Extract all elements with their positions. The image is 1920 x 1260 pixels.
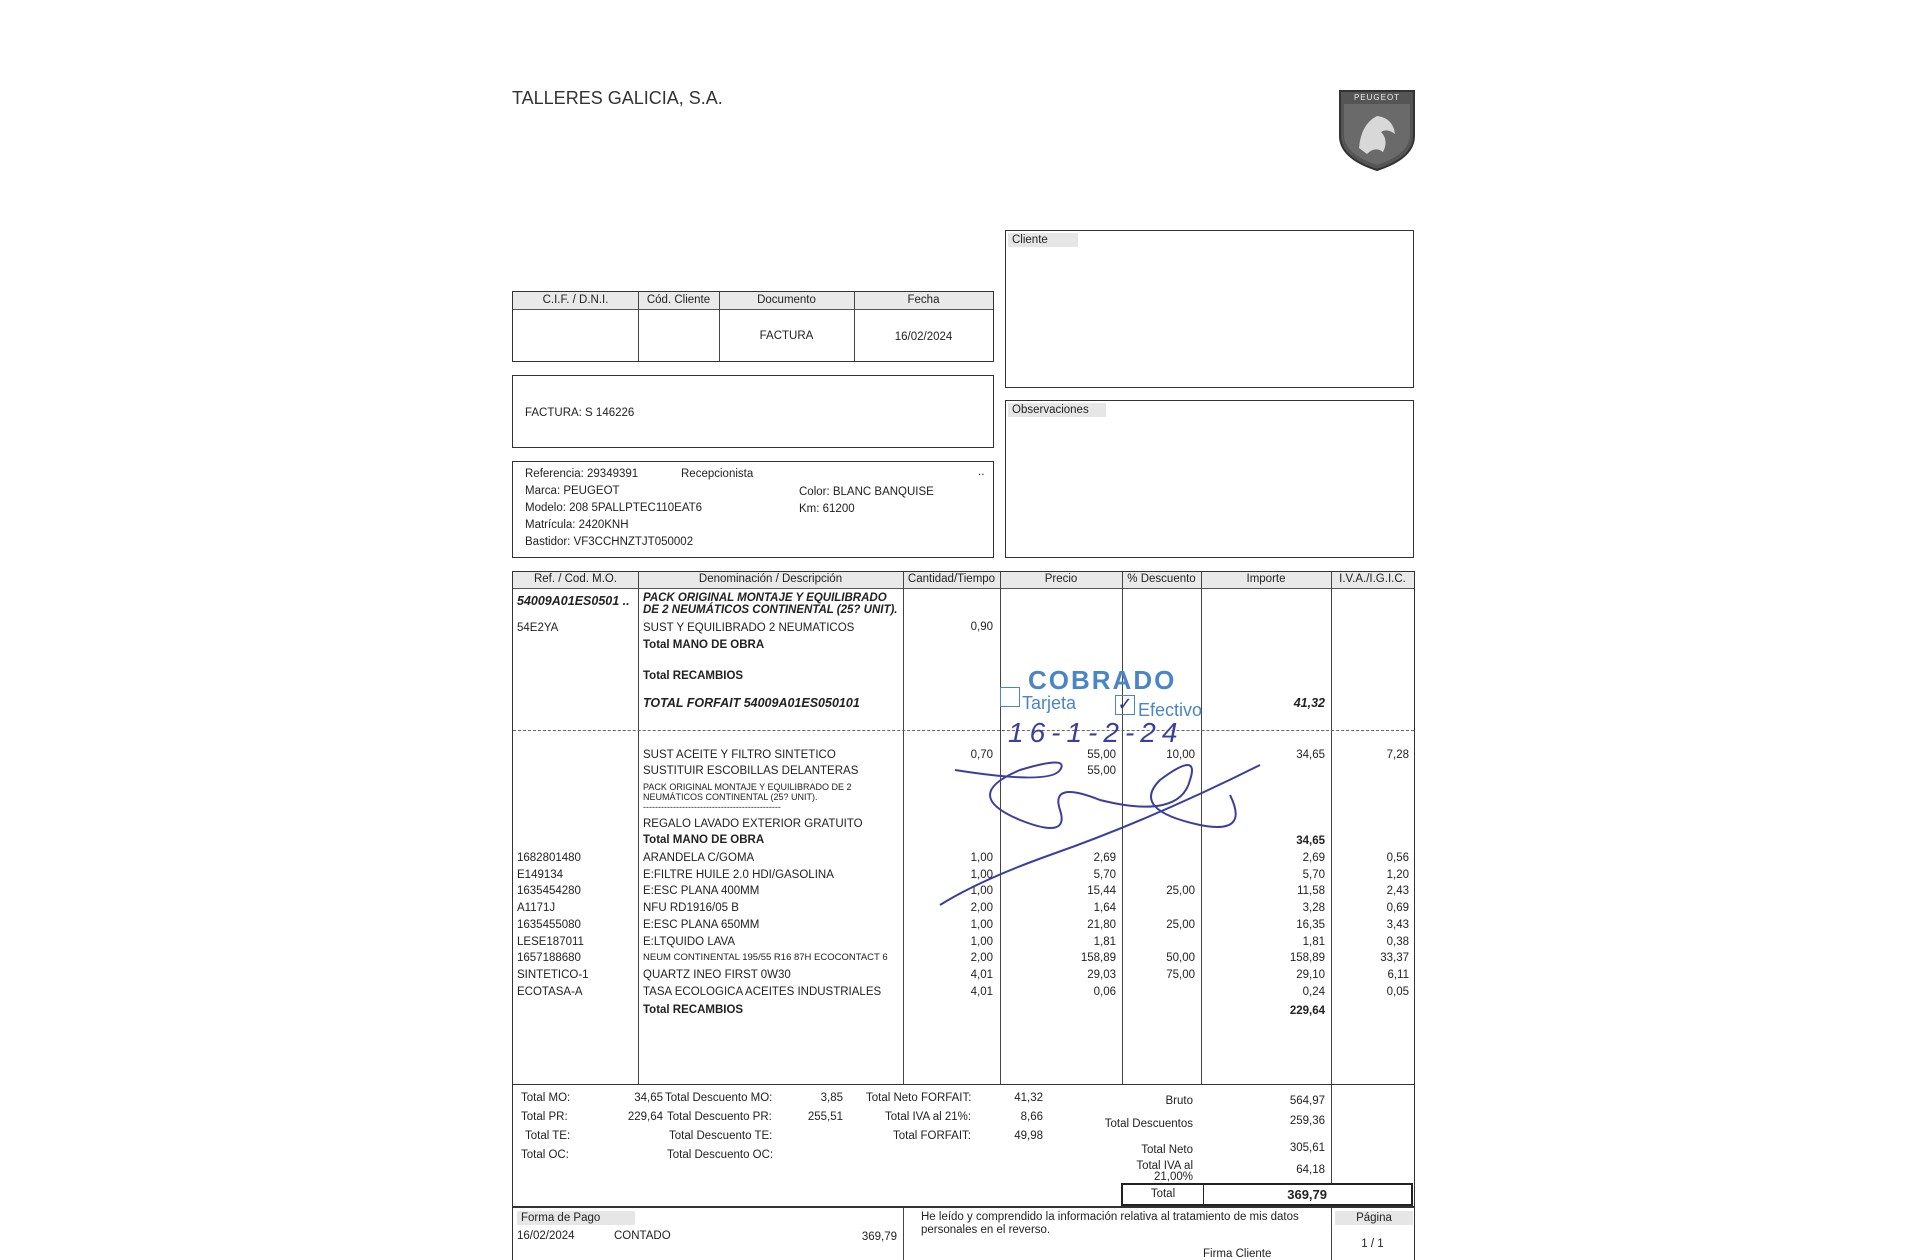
dto-oc-l: Total Descuento OC:	[667, 1149, 774, 1161]
forma-pago-fecha: 16/02/2024	[517, 1230, 575, 1242]
peugeot-logo	[1337, 88, 1417, 172]
part-row	[513, 852, 1414, 868]
matricula: Matrícula: 2420KNH	[525, 519, 629, 531]
dto-te-l: Total Descuento TE:	[669, 1130, 773, 1142]
part-desc: E:LTQUIDO LAVA	[643, 935, 736, 948]
pack-note-line2: NEUMÁTICOS CONTINENTAL (25? UNIT).	[643, 792, 818, 802]
iva21-l: Total IVA al 21%:	[885, 1111, 972, 1123]
part-ref: SINTETICO-1	[517, 968, 589, 981]
forfait-ref2: 54E2YA	[517, 622, 559, 634]
forma-pago-tipo: CONTADO	[614, 1230, 671, 1242]
forfait-total-rec: Total RECAMBIOS	[643, 670, 744, 682]
mo-line	[513, 749, 1414, 765]
part-iva: 6,11	[1387, 968, 1409, 981]
part-importe: 1,81	[1302, 935, 1325, 948]
part-precio: 158,89	[1080, 952, 1116, 965]
part-precio: 15,44	[1087, 885, 1116, 898]
grand-total-value: 369,79	[1287, 1187, 1327, 1202]
total-mo-label: Total MANO DE OBRA	[643, 834, 765, 846]
part-qty: 1,00	[970, 868, 993, 881]
part-importe: 16,35	[1296, 918, 1325, 931]
factura-number: FACTURA: S 146226	[525, 407, 635, 419]
factura-box	[512, 375, 994, 448]
part-desc: E:ESC PLANA 400MM	[643, 885, 760, 898]
part-qty: 1,00	[970, 885, 993, 898]
part-precio: 5,70	[1093, 868, 1116, 881]
total-pr-v: 229,64	[627, 1111, 663, 1123]
part-dto: 25,00	[1166, 885, 1195, 898]
th-desc: Denominación / Descripción	[698, 573, 843, 585]
th-importe: Importe	[1246, 573, 1286, 585]
th-cantidad: Cantidad/Tiempo	[907, 573, 996, 585]
part-desc: QUARTZ INEO FIRST 0W30	[643, 968, 791, 981]
mo-importe: 34,65	[1296, 749, 1325, 761]
part-desc: NEUM CONTINENTAL 195/55 R16 87H ECOCONTACT 6	[643, 952, 888, 964]
part-precio: 21,80	[1087, 918, 1116, 931]
total-te-l: Total TE:	[525, 1130, 571, 1142]
part-desc: E:ESC PLANA 650MM	[643, 918, 760, 931]
part-qty: 4,01	[970, 968, 993, 981]
col-fecha: Fecha	[907, 294, 940, 306]
regalo-line: REGALO LAVADO EXTERIOR GRATUITO	[643, 818, 863, 830]
color: Color: BLANC BANQUISE	[799, 486, 934, 498]
part-importe: 0,24	[1302, 985, 1325, 998]
part-row	[513, 919, 1414, 935]
total-rec-value: 229,64	[1289, 1005, 1325, 1017]
total-mo-v: 34,65	[634, 1092, 663, 1104]
part-precio: 1,81	[1093, 935, 1116, 948]
observaciones-label: Observaciones	[1008, 403, 1106, 417]
part-ref: LESE187011	[517, 935, 584, 948]
col-cif: C.I.F. / D.N.I.	[542, 294, 609, 306]
modelo: Modelo: 208 5PALLPTEC110EAT6	[525, 502, 703, 514]
forfait-v: 49,98	[1014, 1130, 1043, 1142]
dto-pr-v: 255,51	[807, 1111, 843, 1123]
pack-note	[643, 782, 852, 812]
stamp-date: 16-1-2-24	[1008, 717, 1184, 748]
part-importe: 5,70	[1302, 868, 1325, 881]
privacy-note: He leído y comprendido la información relativa al tratamiento de mis datos personales en el reverso.	[921, 1211, 1299, 1236]
part-iva: 33,37	[1380, 952, 1409, 965]
forfait-title	[643, 592, 898, 616]
part-iva: 1,20	[1386, 868, 1409, 881]
pack-note-line1: PACK ORIGINAL MONTAJE Y EQUILIBRADO DE 2	[643, 782, 852, 792]
iva-l	[1073, 1161, 1193, 1183]
th-iva: I.V.A./I.G.I.C.	[1339, 573, 1406, 585]
part-qty: 2,00	[970, 952, 993, 965]
documento-value: FACTURA	[759, 330, 814, 342]
part-row	[513, 952, 1414, 968]
part-ref: 1682801480	[517, 852, 581, 864]
dto-pr-l: Total Descuento PR:	[667, 1111, 772, 1123]
part-dto: 25,00	[1166, 918, 1195, 931]
neto-l: Total Neto	[1141, 1144, 1193, 1156]
part-qty: 1,00	[970, 935, 993, 948]
part-qty: 1,00	[970, 852, 993, 864]
neto-v: 305,61	[1289, 1142, 1325, 1154]
part-qty: 2,00	[970, 902, 993, 915]
part-importe: 11,58	[1297, 885, 1325, 898]
pagina-value: 1 / 1	[1361, 1238, 1384, 1250]
part-importe: 158,89	[1289, 952, 1325, 965]
forfait-total: TOTAL FORFAIT 54009A01ES050101	[643, 696, 860, 710]
part-precio: 0,06	[1093, 985, 1116, 998]
forfait-ref: 54009A01ES0501 ..	[517, 594, 630, 608]
vehicle-box	[512, 461, 994, 558]
part-desc: E:FILTRE HUILE 2.0 HDI/GASOLINA	[643, 868, 834, 881]
part-importe: 29,10	[1296, 968, 1325, 981]
mo-precio: 55,00	[1087, 765, 1116, 777]
neto-forfait-v: 41,32	[1014, 1092, 1043, 1104]
bruto-v: 564,97	[1289, 1095, 1325, 1107]
dto-mo-l: Total Descuento MO:	[665, 1092, 773, 1104]
iva21-v: 8,66	[1020, 1111, 1043, 1123]
part-ref: 1635455080	[517, 918, 581, 931]
bastidor: Bastidor: VF3CCHNZTJT050002	[525, 536, 694, 548]
total-pr-l: Total PR:	[521, 1111, 568, 1123]
col-documento: Documento	[757, 294, 816, 306]
observaciones-box	[1005, 400, 1414, 558]
part-precio: 29,03	[1087, 968, 1116, 981]
col-cod-cliente: Cód. Cliente	[646, 294, 711, 306]
part-ref: ECOTASA-A	[517, 985, 583, 998]
mo-precio: 55,00	[1087, 749, 1116, 761]
cliente-box	[1005, 230, 1414, 388]
forfait-title-line2: DE 2 NEUMÁTICOS CONTINENTAL (25? UNIT).	[643, 604, 898, 616]
iva-l2: 21,00%	[1153, 1171, 1193, 1183]
grand-total-label: Total	[1150, 1188, 1176, 1200]
part-row	[513, 969, 1414, 985]
part-row	[513, 902, 1414, 918]
dto-mo-v: 3,85	[820, 1092, 843, 1104]
forfait-title-line1: PACK ORIGINAL MONTAJE Y EQUILIBRADO	[643, 592, 887, 604]
separator-dashed	[513, 730, 1414, 731]
km: Km: 61200	[799, 503, 855, 515]
part-ref: E149134	[517, 868, 564, 881]
part-ref: A1171J	[517, 902, 556, 915]
mo-qty: 0,70	[970, 749, 993, 761]
iva-v: 64,18	[1296, 1164, 1325, 1176]
part-precio: 2,69	[1093, 852, 1116, 864]
part-qty: 1,00	[970, 918, 993, 931]
descuentos-v: 259,36	[1289, 1115, 1325, 1127]
vehicle-dots: ..	[978, 466, 985, 478]
part-desc: TASA ECOLOGICA ACEITES INDUSTRIALES	[643, 985, 882, 998]
th-precio: Precio	[1044, 573, 1078, 585]
part-row	[513, 885, 1414, 901]
th-ref: Ref. / Cod. M.O.	[533, 573, 618, 585]
iva-l1: Total IVA al	[1136, 1160, 1193, 1172]
part-row	[513, 869, 1414, 885]
total-rec-label: Total RECAMBIOS	[643, 1004, 744, 1016]
part-iva: 0,56	[1386, 852, 1409, 864]
mo-line	[513, 765, 1414, 781]
neto-forfait-l: Total Neto FORFAIT:	[866, 1092, 972, 1104]
forfait-qty2: 0,90	[970, 621, 993, 633]
forma-pago-label: Forma de Pago	[517, 1211, 635, 1225]
total-oc-l: Total OC:	[521, 1149, 569, 1161]
forfait-total-mo: Total MANO DE OBRA	[643, 639, 765, 651]
footer	[512, 1207, 1415, 1260]
part-iva: 0,69	[1386, 902, 1409, 915]
mo-dto: 10,00	[1166, 749, 1195, 761]
forma-pago-importe: 369,79	[861, 1231, 897, 1243]
forfait-l: Total FORFAIT:	[893, 1130, 971, 1142]
part-row	[513, 986, 1414, 1002]
cliente-label: Cliente	[1008, 233, 1078, 247]
header-table	[512, 291, 994, 362]
forfait-total-value: 41,32	[1293, 696, 1325, 710]
part-desc: ARANDELA C/GOMA	[643, 852, 755, 864]
th-descuento: % Descuento	[1127, 573, 1196, 585]
part-importe: 2,69	[1302, 852, 1325, 864]
part-ref: 1657188680	[517, 952, 581, 965]
part-dto: 50,00	[1166, 952, 1195, 965]
part-dto: 75,00	[1166, 968, 1195, 981]
part-iva: 2,43	[1386, 885, 1409, 898]
lines-table	[512, 571, 1415, 1085]
pagina-label: Página	[1335, 1211, 1413, 1225]
part-iva: 0,38	[1386, 935, 1409, 948]
recepcionista: Recepcionista	[681, 468, 754, 480]
referencia: Referencia: 29349391	[525, 468, 639, 480]
part-importe: 3,28	[1302, 902, 1325, 915]
mo-desc: SUSTITUIR ESCOBILLAS DELANTERAS	[643, 765, 859, 777]
mo-desc: SUST ACEITE Y FILTRO SINTETICO	[643, 749, 836, 761]
stamp-cobrado: COBRADO	[1028, 665, 1177, 695]
company-name: TALLERES GALICIA, S.A.	[512, 88, 723, 108]
grand-total-box	[1121, 1183, 1413, 1206]
descuentos-l: Total Descuentos	[1104, 1118, 1193, 1130]
stamp-efectivo: Efectivo	[1138, 700, 1203, 720]
marca: Marca: PEUGEOT	[525, 485, 620, 497]
forfait-desc2: SUST Y EQUILIBRADO 2 NEUMATICOS	[643, 622, 855, 634]
total-mo-value: 34,65	[1296, 835, 1325, 847]
mo-iva: 7,28	[1386, 749, 1409, 761]
fecha-value: 16/02/2024	[894, 331, 953, 343]
part-precio: 1,64	[1093, 902, 1116, 915]
total-mo-l: Total MO:	[521, 1092, 571, 1104]
firma-cliente: Firma Cliente	[1203, 1248, 1272, 1260]
part-iva: 0,05	[1386, 985, 1409, 998]
bruto-l: Bruto	[1165, 1095, 1193, 1107]
logo-text: PEUGEOT	[1353, 93, 1401, 102]
efectivo-check-icon: ✓	[1115, 695, 1135, 715]
pack-note-line3: ----------------------------------------------	[643, 802, 781, 812]
part-ref: 1635454280	[517, 885, 581, 898]
part-row	[513, 936, 1414, 952]
part-qty: 4,01	[970, 985, 993, 998]
stamp-tarjeta: Tarjeta	[1022, 693, 1077, 713]
part-desc: NFU RD1916/05 B	[643, 902, 739, 915]
totals-area	[512, 1085, 1415, 1207]
part-iva: 3,43	[1386, 918, 1409, 931]
